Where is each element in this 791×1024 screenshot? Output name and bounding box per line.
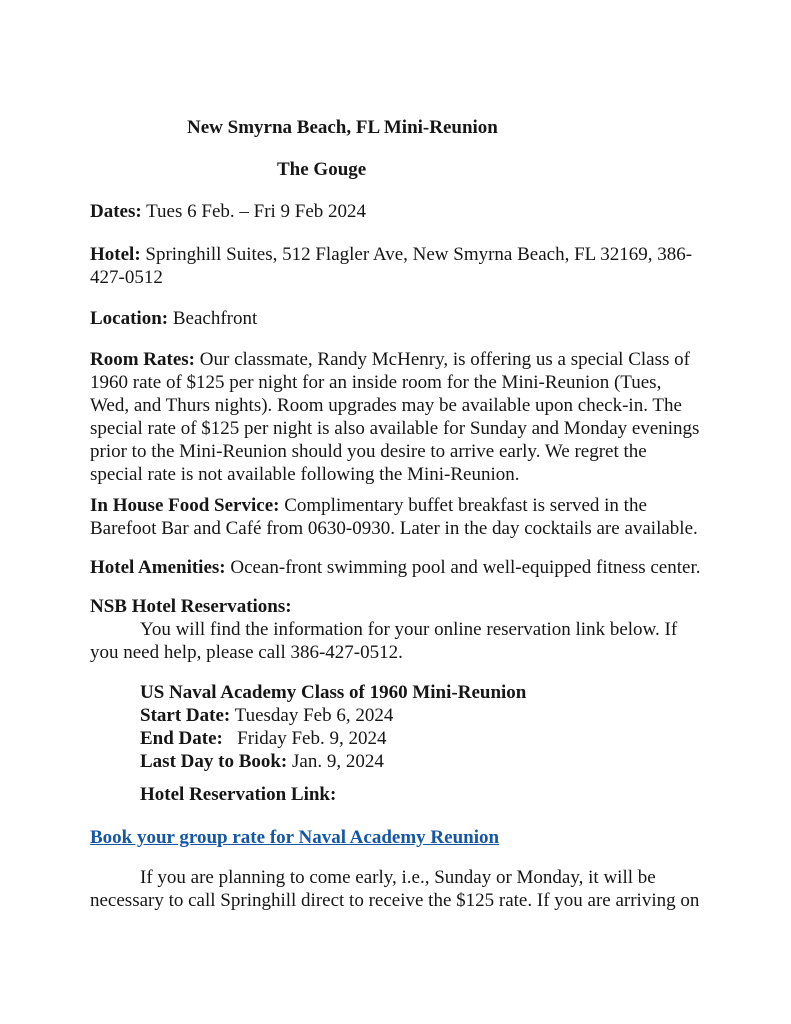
hotel-value: Springhill Suites, 512 Flagler Ave, New Smyrna Beach, FL 32169, 386-427-0512 bbox=[90, 244, 693, 288]
dates-line bbox=[90, 200, 703, 223]
room-rates-paragraph bbox=[90, 348, 703, 486]
hotel-label: Hotel: bbox=[90, 244, 141, 265]
end-date-value: Friday Feb. 9, 2024 bbox=[222, 728, 387, 749]
amenities-label: Hotel Amenities: bbox=[90, 557, 226, 578]
booking-end-line bbox=[140, 727, 703, 750]
location-label: Location: bbox=[90, 308, 169, 329]
amenities-paragraph bbox=[90, 556, 703, 579]
room-rates-label: Room Rates: bbox=[90, 349, 196, 370]
location-value: Beachfront bbox=[168, 308, 258, 329]
document-subtitle: The Gouge bbox=[277, 159, 367, 180]
start-date-label: Start Date: bbox=[140, 705, 231, 726]
last-day-label: Last Day to Book: bbox=[140, 751, 288, 772]
booking-details-block bbox=[140, 681, 703, 773]
start-date-value: Tuesday Feb 6, 2024 bbox=[230, 705, 394, 726]
amenities-value: Ocean-front swimming pool and well-equipped fitness center. bbox=[225, 557, 701, 578]
booking-heading: US Naval Academy Class of 1960 Mini-Reunion bbox=[140, 682, 527, 703]
food-service-value: Complimentary buffet breakfast is served in the Barefoot Bar and Café from 0630-0930. Later in the day cocktails are available. bbox=[90, 495, 698, 539]
room-rates-value: Our classmate, Randy McHenry, is offering us a special Class of 1960 rate of $125 per night for an inside room for the Mini-Reunion (Tues, Wed, and Thurs nights). Room upgrades may be available upon check-in. The special rate of $125 per night is also available for Sunday and Monday evenings prior to the Mini-Reunion should you desire to arrive early. We regret the special rate is not available following the Mini-Reunion. bbox=[90, 349, 705, 485]
dates-label: Dates: bbox=[90, 201, 142, 222]
dates-value: Tues 6 Feb. – Fri 9 Feb 2024 bbox=[141, 201, 367, 222]
reservation-link-line bbox=[90, 826, 703, 849]
end-date-label: End Date: bbox=[140, 728, 223, 749]
booking-last-day-line bbox=[140, 750, 703, 773]
group-rate-link[interactable]: Book your group rate for Naval Academy Reunion bbox=[90, 827, 500, 848]
early-arrival-note: If you are planning to come early, i.e., Sunday or Monday, it will be necessary to call Springhill direct to receive the $125 rate. If you are arriving on bbox=[90, 867, 700, 911]
location-line bbox=[90, 307, 703, 330]
reservation-link-heading: Hotel Reservation Link: bbox=[140, 784, 337, 805]
last-day-value: Jan. 9, 2024 bbox=[287, 751, 384, 772]
food-service-paragraph bbox=[90, 494, 703, 540]
reservations-body: You will find the information for your online reservation link below. If you need help, please call 386-427-0512. bbox=[90, 619, 678, 663]
document-title: New Smyrna Beach, FL Mini-Reunion bbox=[187, 117, 498, 138]
food-service-label: In House Food Service: bbox=[90, 495, 280, 516]
booking-start-line bbox=[140, 704, 703, 727]
reservations-heading: NSB Hotel Reservations: bbox=[90, 596, 292, 617]
hotel-line bbox=[90, 243, 703, 289]
